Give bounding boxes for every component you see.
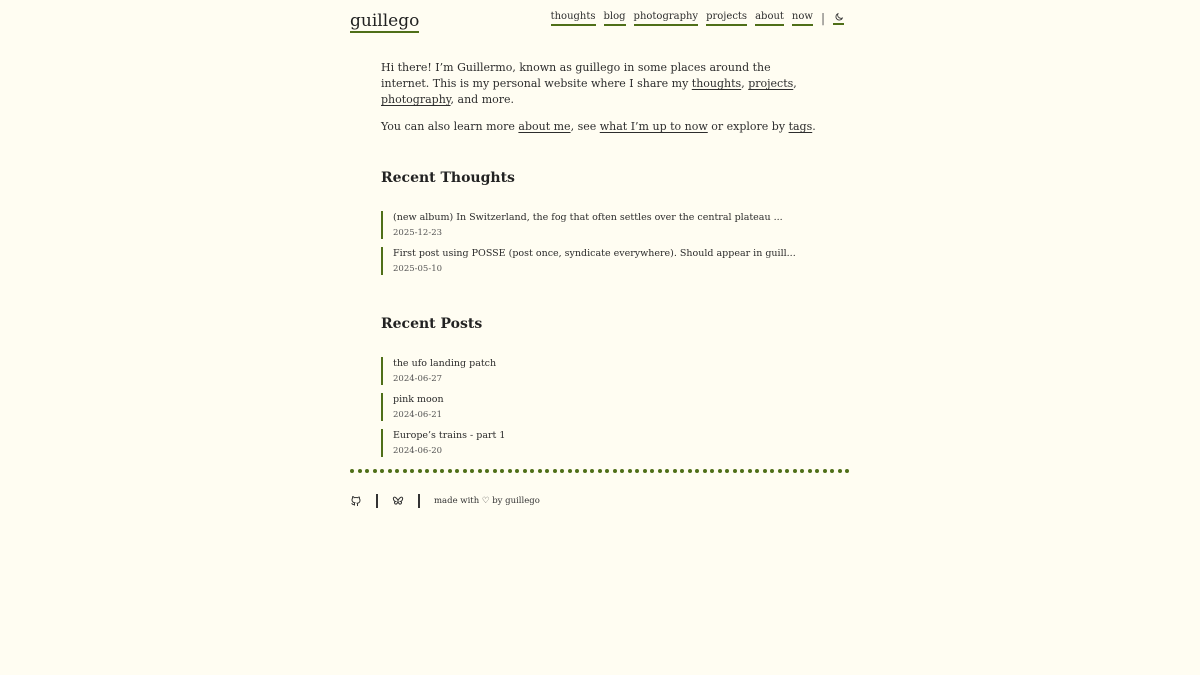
post-entry [381, 357, 743, 385]
intro-section [381, 60, 821, 146]
intro-text: , [741, 77, 749, 90]
intro-text: You can also learn more [381, 120, 519, 133]
divider-dot [710, 469, 714, 473]
intro-link-photography[interactable]: photography [381, 93, 451, 106]
divider-dot [560, 469, 564, 473]
divider-dot [440, 469, 444, 473]
nav-link-photography[interactable]: photography [634, 10, 699, 26]
divider-dot [425, 469, 429, 473]
divider-dot [553, 469, 557, 473]
divider-dot [815, 469, 819, 473]
divider-dot [628, 469, 632, 473]
divider-dot [508, 469, 512, 473]
divider-dot [358, 469, 362, 473]
divider-dot [770, 469, 774, 473]
bluesky-icon[interactable] [392, 495, 404, 507]
post-entry [381, 429, 743, 457]
divider-dot [395, 469, 399, 473]
theme-toggle-button[interactable] [833, 11, 844, 25]
divider-dot [658, 469, 662, 473]
divider-dot [620, 469, 624, 473]
divider-dot [365, 469, 369, 473]
dotted-divider [350, 468, 850, 474]
divider-dot [403, 469, 407, 473]
divider-dot [500, 469, 504, 473]
divider-dot [410, 469, 414, 473]
intro-link-now[interactable]: what I’m up to now [599, 120, 708, 133]
divider-dot [448, 469, 452, 473]
intro-text: , [793, 77, 797, 90]
divider-dot [493, 469, 497, 473]
divider-dot [545, 469, 549, 473]
thought-link[interactable]: First post using POSSE (post once, syndicate everywhere). Should appear in guill... [393, 248, 796, 259]
divider-dot [725, 469, 729, 473]
divider-dot [380, 469, 384, 473]
thought-entry [381, 247, 796, 275]
divider-dot [478, 469, 482, 473]
divider-dot [463, 469, 467, 473]
site-footer [350, 493, 540, 509]
post-entry [381, 393, 743, 421]
divider-dot [680, 469, 684, 473]
nav-link-projects[interactable]: projects [706, 10, 747, 26]
nav-link-about[interactable]: about [755, 10, 784, 26]
divider-dot [418, 469, 422, 473]
divider-dot [470, 469, 474, 473]
thought-date: 2025-12-23 [393, 228, 443, 238]
divider-dot [523, 469, 527, 473]
divider-dot [748, 469, 752, 473]
nav-link-thoughts[interactable]: thoughts [551, 10, 596, 26]
divider-dot [785, 469, 789, 473]
post-link[interactable]: the ufo landing patch [393, 358, 497, 369]
moon-icon [834, 12, 844, 22]
divider-dot [830, 469, 834, 473]
thought-entry [381, 211, 783, 239]
divider-dot [568, 469, 572, 473]
divider-dot [733, 469, 737, 473]
divider-dot [635, 469, 639, 473]
divider-dot [650, 469, 654, 473]
recent-thoughts-section [381, 169, 831, 275]
intro-link-projects[interactable]: projects [748, 77, 794, 90]
intro-text: . [812, 120, 816, 133]
intro-text: or explore by [707, 120, 789, 133]
divider-dot [388, 469, 392, 473]
recent-posts-section [381, 315, 831, 457]
divider-dot [583, 469, 587, 473]
thought-link[interactable]: (new album) In Switzerland, the fog that often settles over the central plateau ... [393, 212, 783, 223]
divider-dot [695, 469, 699, 473]
intro-text: , see [570, 120, 600, 133]
footer-separator [376, 494, 378, 508]
divider-dot [703, 469, 707, 473]
post-date: 2024-06-20 [393, 446, 443, 456]
divider-dot [793, 469, 797, 473]
divider-dot [598, 469, 602, 473]
divider-dot [485, 469, 489, 473]
intro-link-thoughts[interactable]: thoughts [691, 77, 742, 90]
site-header [350, 10, 850, 40]
post-date: 2024-06-21 [393, 410, 443, 420]
divider-dot [800, 469, 804, 473]
divider-dot [665, 469, 669, 473]
divider-dot [538, 469, 542, 473]
divider-dot [643, 469, 647, 473]
github-icon[interactable] [350, 495, 362, 507]
divider-dot [350, 469, 354, 473]
intro-paragraph-1 [381, 60, 821, 108]
nav-link-now[interactable]: now [792, 10, 813, 26]
intro-link-about-me[interactable]: about me [518, 120, 571, 133]
intro-paragraph-2 [381, 119, 821, 135]
recent-thoughts-heading: Recent Thoughts [381, 170, 515, 186]
main-nav [551, 10, 844, 26]
divider-dot [590, 469, 594, 473]
divider-dot [808, 469, 812, 473]
divider-dot [740, 469, 744, 473]
divider-dot [755, 469, 759, 473]
footer-separator [418, 494, 420, 508]
post-date: 2024-06-27 [393, 374, 443, 384]
intro-text: , and more. [450, 93, 515, 106]
divider-dot [605, 469, 609, 473]
nav-separator: | [820, 11, 825, 25]
divider-dot [845, 469, 849, 473]
divider-dot [515, 469, 519, 473]
divider-dot [673, 469, 677, 473]
divider-dot [763, 469, 767, 473]
divider-dot [688, 469, 692, 473]
recent-posts-heading: Recent Posts [381, 316, 483, 332]
divider-dot [373, 469, 377, 473]
footer-credit: made with ♡ by guillego [434, 496, 540, 506]
intro-text: Hi there! I’m Guillermo, known as guillego in some places around the internet. This is my personal website where I share my [381, 61, 771, 90]
site-brand-link[interactable]: guillego [350, 11, 420, 31]
post-link[interactable]: Europe’s trains - part 1 [393, 430, 506, 441]
intro-link-tags[interactable]: tags [788, 120, 813, 133]
divider-dot [718, 469, 722, 473]
divider-dot [433, 469, 437, 473]
divider-dot [823, 469, 827, 473]
thought-date: 2025-05-10 [393, 264, 443, 274]
post-link[interactable]: pink moon [393, 394, 444, 405]
divider-dot [838, 469, 842, 473]
divider-dot [575, 469, 579, 473]
divider-dot [778, 469, 782, 473]
divider-dot [455, 469, 459, 473]
nav-link-blog[interactable]: blog [604, 10, 626, 26]
divider-dot [530, 469, 534, 473]
divider-dot [613, 469, 617, 473]
